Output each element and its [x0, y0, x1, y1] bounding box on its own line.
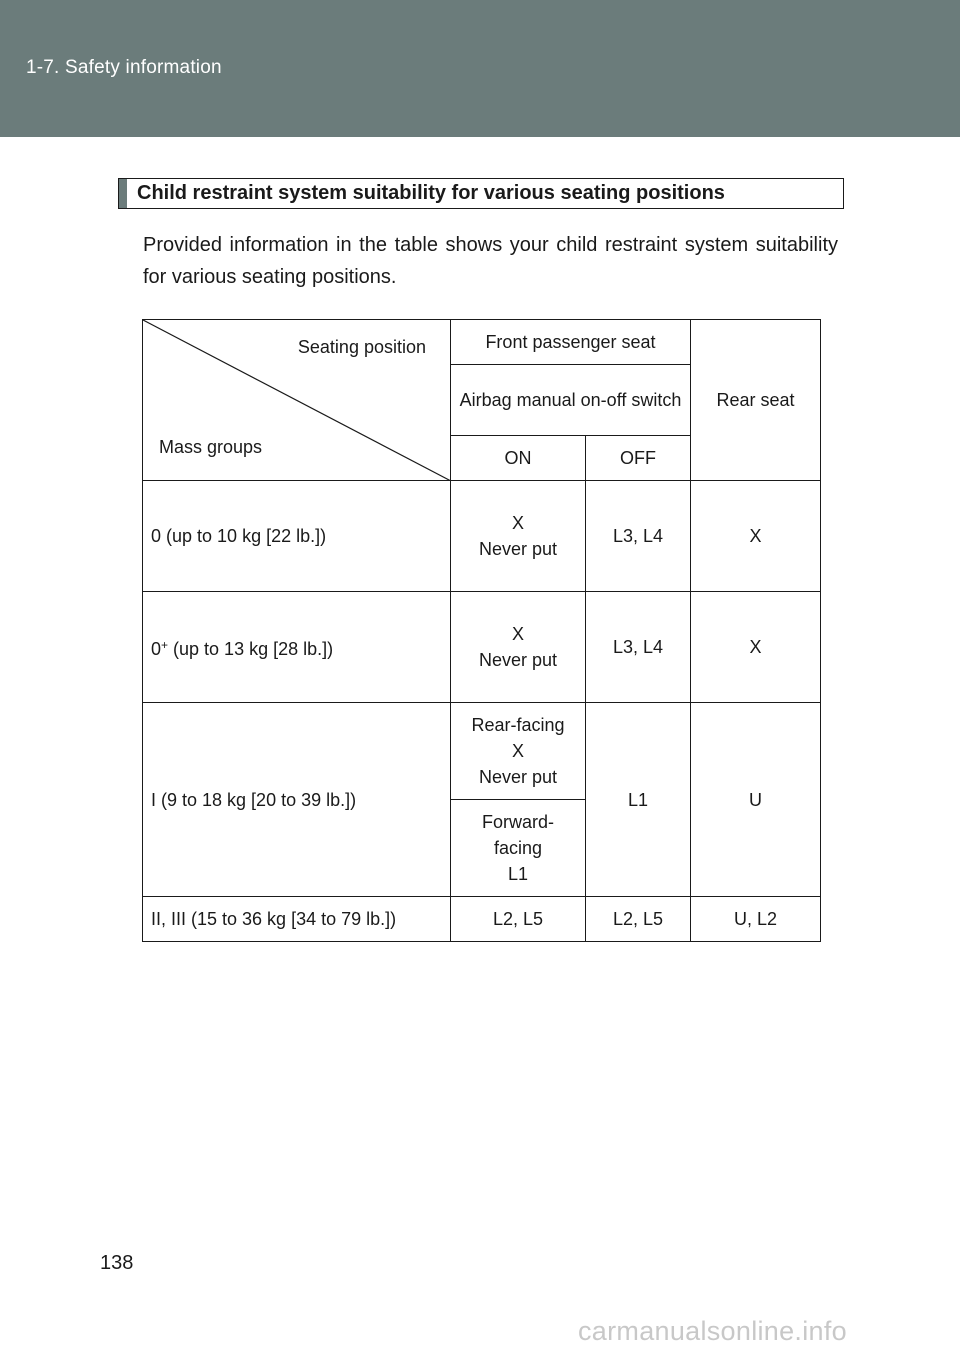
- off-cell: L1: [586, 703, 691, 897]
- mass-group-base: 0: [151, 639, 162, 659]
- table-row: [143, 592, 821, 703]
- mass-groups-label: Mass groups: [159, 437, 263, 457]
- off-header: OFF: [586, 436, 691, 481]
- rear-facing-line: Rear-facing: [471, 715, 565, 735]
- mass-group-rest: (up to 13 kg [28 lb.]): [168, 639, 334, 659]
- on-cell: [451, 481, 586, 592]
- rear-facing-line: Never put: [478, 767, 558, 787]
- forward-facing-cell: [451, 800, 586, 897]
- rear-facing-line: X: [511, 741, 524, 761]
- rear-seat-header: Rear seat: [691, 320, 821, 481]
- off-cell: L2, L5: [586, 897, 691, 942]
- forward-facing-line: Forward-: [481, 812, 554, 832]
- page-header: [0, 0, 960, 137]
- off-cell: L3, L4: [586, 592, 691, 703]
- section-heading-text: Child restraint system suitability for various seating positions: [137, 182, 725, 204]
- on-cell: L2, L5: [451, 897, 586, 942]
- table-row: [143, 703, 821, 800]
- seating-position-label: Seating position: [297, 337, 426, 357]
- heading-accent-bar: [119, 179, 127, 208]
- on-cell-line: Never put: [478, 539, 558, 559]
- rear-facing-cell: [451, 703, 586, 800]
- airbag-switch-header: Airbag manual on-off switch: [451, 365, 691, 436]
- rear-cell: U, L2: [691, 897, 821, 942]
- on-header: ON: [451, 436, 586, 481]
- suitability-table: [142, 319, 821, 942]
- front-passenger-seat-header: Front passenger seat: [451, 320, 691, 365]
- on-cell-line: X: [511, 513, 524, 533]
- on-cell-line: X: [511, 624, 524, 644]
- rear-cell: X: [691, 592, 821, 703]
- page-number: 138: [100, 1252, 134, 1274]
- rear-cell: U: [691, 703, 821, 897]
- mass-group-superscript: +: [161, 638, 169, 652]
- table-corner-cell: [143, 320, 451, 481]
- rear-cell: X: [691, 481, 821, 592]
- watermark: carmanualsonline.info: [578, 1316, 847, 1346]
- mass-group-cell: [143, 592, 451, 703]
- table-row: [143, 897, 821, 942]
- mass-group-cell: 0 (up to 10 kg [22 lb.]): [143, 481, 451, 592]
- on-cell-line: Never put: [478, 650, 558, 670]
- table-row: [143, 481, 821, 592]
- on-cell: [451, 592, 586, 703]
- off-cell: L3, L4: [586, 481, 691, 592]
- mass-group-cell: II, III (15 to 36 kg [34 to 79 lb.]): [143, 897, 451, 942]
- forward-facing-line: L1: [507, 864, 529, 884]
- section-heading: [118, 178, 844, 209]
- chapter-title: 1-7. Safety information: [26, 57, 222, 78]
- forward-facing-line: facing: [493, 838, 543, 858]
- mass-group-cell: I (9 to 18 kg [20 to 39 lb.]): [143, 703, 451, 897]
- intro-paragraph: Provided information in the table shows your child restraint system suitability for various seating positions.: [143, 234, 838, 288]
